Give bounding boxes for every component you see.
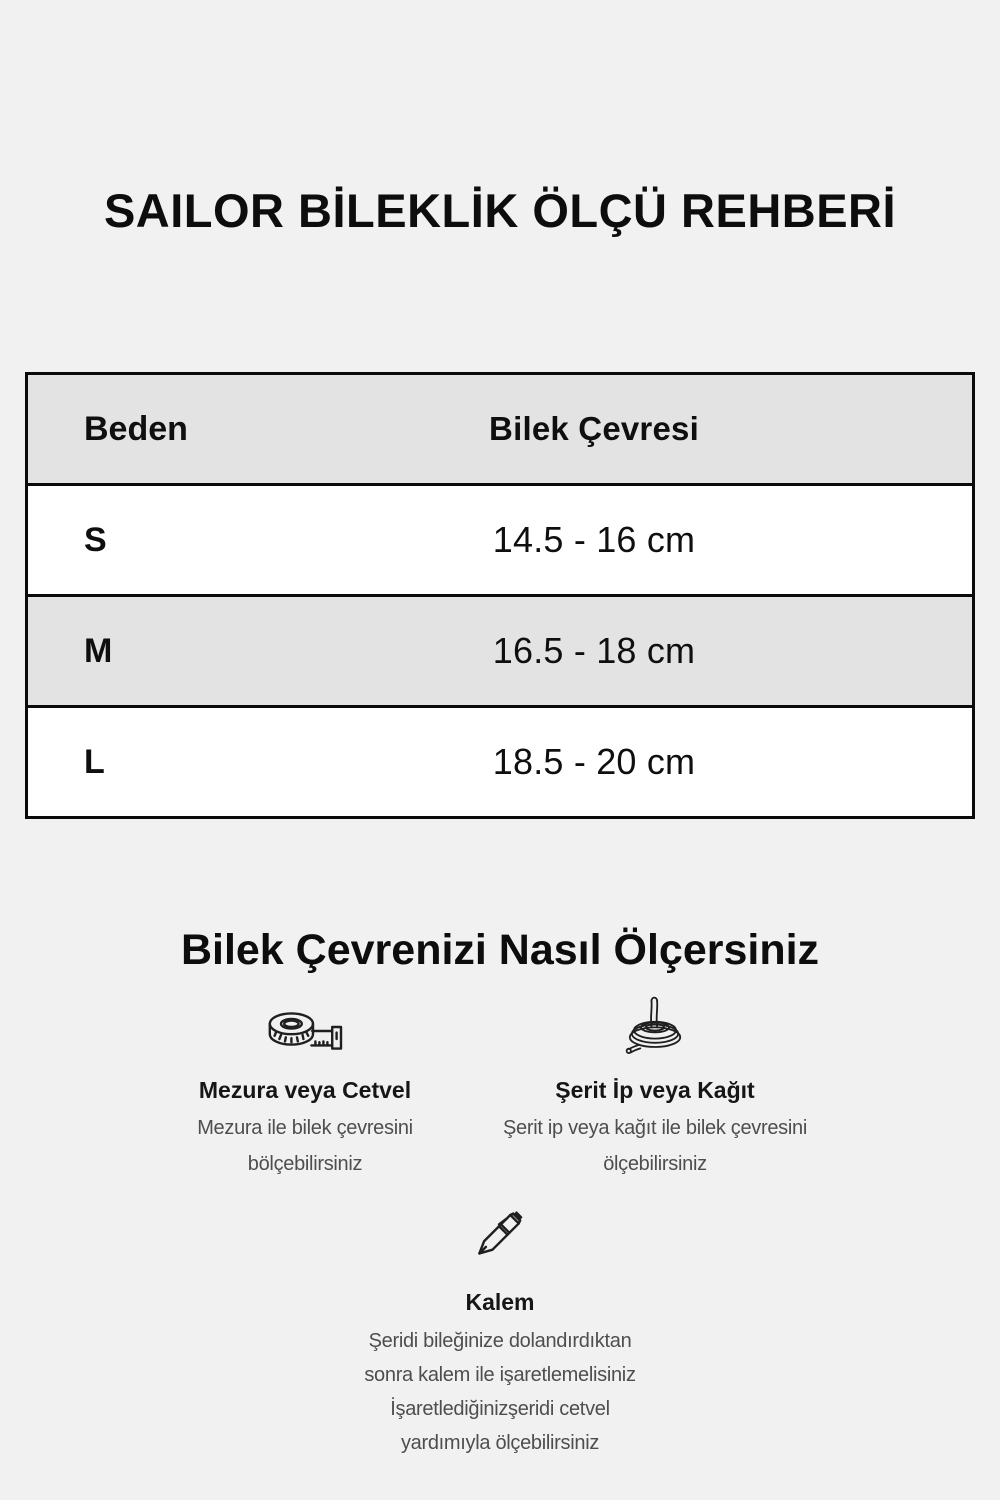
rope-coil-icon [475,990,835,1060]
circumference-value: 18.5 - 20 cm [492,741,696,782]
description-line: sonra kalem ile işaretlemelisiniz [364,1364,636,1386]
pen-icon [300,1196,700,1260]
circumference-value: 14.5 - 16 cm [492,519,696,560]
description-line: bölçebilirsiniz [247,1153,363,1175]
size-table-header-row [28,375,972,483]
size-value: M [84,631,113,670]
description-line: Şeridi bileğinize dolandırdıktan [368,1330,632,1352]
method-description [475,1110,835,1182]
size-value: S [84,520,107,559]
method-label: Kalem [465,1289,535,1315]
measuring-tape-icon [155,990,455,1060]
method-pen [300,1196,700,1460]
page-title: SAILOR BİLEKLİK ÖLÇÜ REHBERİ [103,184,897,238]
method-description [155,1110,455,1182]
size-guide-table [25,372,975,819]
method-label: Şerit İp veya Kağıt [555,1077,755,1103]
circumference-value: 16.5 - 18 cm [492,630,696,671]
description-line: Şerit ip veya kağıt ile bilek çevresini [503,1117,807,1139]
table-row-small [28,483,972,594]
how-to-measure-heading: Bilek Çevrenizi Nasıl Ölçersiniz [180,925,820,974]
table-row-large [28,705,972,816]
method-label: Mezura veya Cetvel [198,1077,412,1103]
method-string-or-paper [475,990,835,1182]
size-column-header: Beden [84,409,188,448]
size-value: L [84,742,105,781]
description-line: İşaretlediğinizşeridi cetvel [390,1398,610,1420]
description-line: ölçebilirsiniz [603,1153,707,1175]
description-line: yardımıyla ölçebilirsiniz [400,1432,600,1454]
method-description [300,1324,700,1460]
table-row-medium [28,594,972,705]
description-line: Mezura ile bilek çevresini [197,1117,413,1139]
method-measuring-tape [155,990,455,1182]
circumference-column-header: Bilek Çevresi [489,410,699,447]
